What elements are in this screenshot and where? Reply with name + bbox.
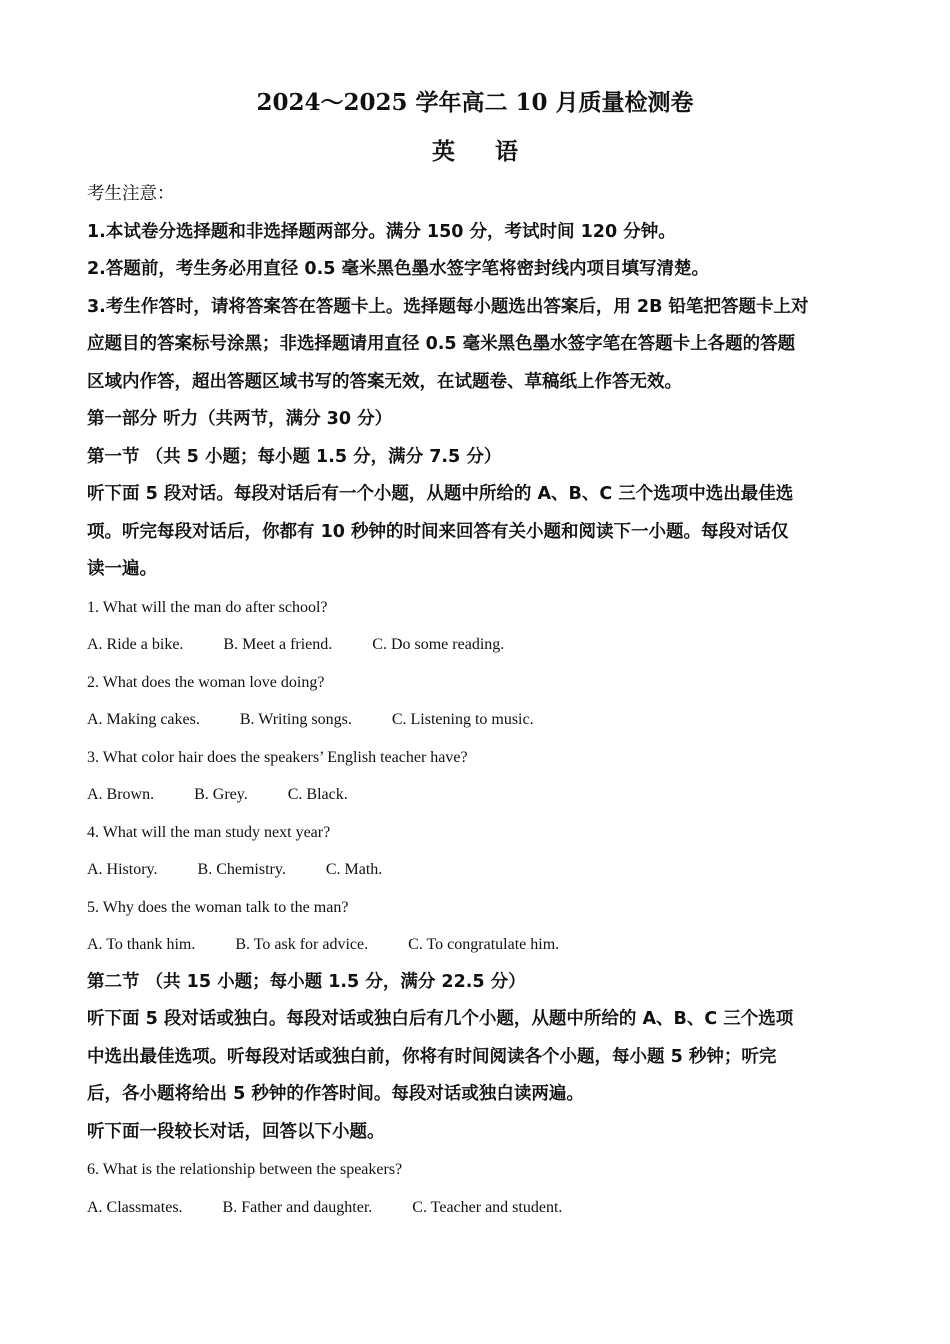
notice-item-3-line-3: 区域内作答，超出答题区域书写的答案无效，在试题卷、草稿纸上作答无效。 — [87, 371, 682, 392]
notice-item-3-line-2: 应题目的答案标号涂黑；非选择题请用直径 0.5 毫米黑色墨水签字笔在答题卡上各题的答题 — [87, 334, 796, 354]
question-6: 6. What is the relationship between the speakers? — [87, 1161, 403, 1178]
section1-instruction-line-1: 听下面 5 段对话。每段对话后有一个小题，从题中所给的 A、B、C 三个选项中选出最佳选 — [87, 484, 794, 504]
option-a: A. History. — [87, 861, 158, 878]
option-a: A. Brown. — [87, 786, 155, 803]
option-b: B. Grey. — [194, 786, 248, 803]
question-1-options — [87, 626, 872, 664]
dialog-intro: 听下面一段较长对话，回答以下小题。 — [87, 1121, 385, 1142]
section1-instruction-line-3: 读一遍。 — [87, 559, 157, 579]
option-b: B. Father and daughter. — [222, 1198, 373, 1216]
section2-heading: 第二节 （共 15 小题；每小题 1.5 分，满分 22.5 分） — [87, 971, 526, 992]
option-c: C. Teacher and student. — [412, 1198, 563, 1216]
question-2-options — [87, 701, 872, 739]
option-a: A. Classmates. — [87, 1198, 183, 1216]
section1-instruction-line-2: 项。听完每段对话后，你都有 10 秒钟的时间来回答有关小题和阅读下一小题。每段对话仅 — [87, 521, 789, 542]
notice-item-2: 2.答题前，考生务必用直径 0.5 毫米黑色墨水签字笔将密封线内项目填写清楚。 — [87, 259, 710, 279]
section2-instruction-line-1: 听下面 5 段对话或独白。每段对话或独白后有几个小题，从题中所给的 A、B、C 三个选项 — [87, 1009, 794, 1029]
notice-heading: 考生注意： — [87, 184, 175, 204]
section2-instruction-line-3: 后，各小题将给出 5 秒钟的作答时间。每段对话或独白读两遍。 — [87, 1084, 584, 1104]
option-c: C. Do some reading. — [372, 636, 505, 653]
question-4: 4. What will the man study next year? — [87, 823, 331, 841]
question-2: 2. What does the woman love doing? — [87, 673, 325, 691]
option-c: C. Math. — [325, 861, 383, 878]
question-3: 3. What color hair does the speakers’ English teacher have? — [87, 748, 468, 766]
question-5-options — [87, 926, 872, 964]
option-b: B. To ask for advice. — [235, 936, 369, 953]
option-a: A. Ride a bike. — [87, 636, 184, 653]
section2-instruction-line-2: 中选出最佳选项。听每段对话或独白前，你将有时间阅读各个小题，每小题 5 秒钟；听完 — [87, 1046, 777, 1067]
subject-title: 英 语 — [431, 138, 534, 165]
question-5: 5. Why does the woman talk to the man? — [87, 898, 349, 916]
option-c: C. Black. — [287, 786, 348, 803]
notice-item-3-line-1: 3.考生作答时，请将答案答在答题卡上。选择题每小题选出答案后，用 2B 铅笔把答题卡上对 — [87, 296, 809, 317]
question-4-options — [87, 851, 872, 889]
part1-heading: 第一部分 听力（共两节，满分 30 分） — [87, 409, 393, 429]
option-b: B. Chemistry. — [197, 861, 286, 878]
question-1: 1. What will the man do after school? — [87, 598, 328, 616]
option-a: A. Making cakes. — [87, 711, 200, 728]
section1-heading: 第一节 （共 5 小题；每小题 1.5 分，满分 7.5 分） — [87, 446, 502, 467]
option-c: C. To congratulate him. — [408, 936, 560, 953]
question-3-options — [87, 776, 872, 814]
notice-item-1: 1.本试卷分选择题和非选择题两部分。满分 150 分，考试时间 120 分钟。 — [87, 221, 676, 242]
option-a: A. To thank him. — [87, 936, 196, 953]
exam-title: 2024～2025 学年高二 10 月质量检测卷 — [256, 89, 694, 116]
option-b: B. Writing songs. — [239, 711, 352, 728]
option-c: C. Listening to music. — [391, 711, 534, 728]
option-b: B. Meet a friend. — [223, 636, 333, 653]
exam-body — [87, 176, 872, 1226]
question-6-options — [87, 1189, 872, 1227]
